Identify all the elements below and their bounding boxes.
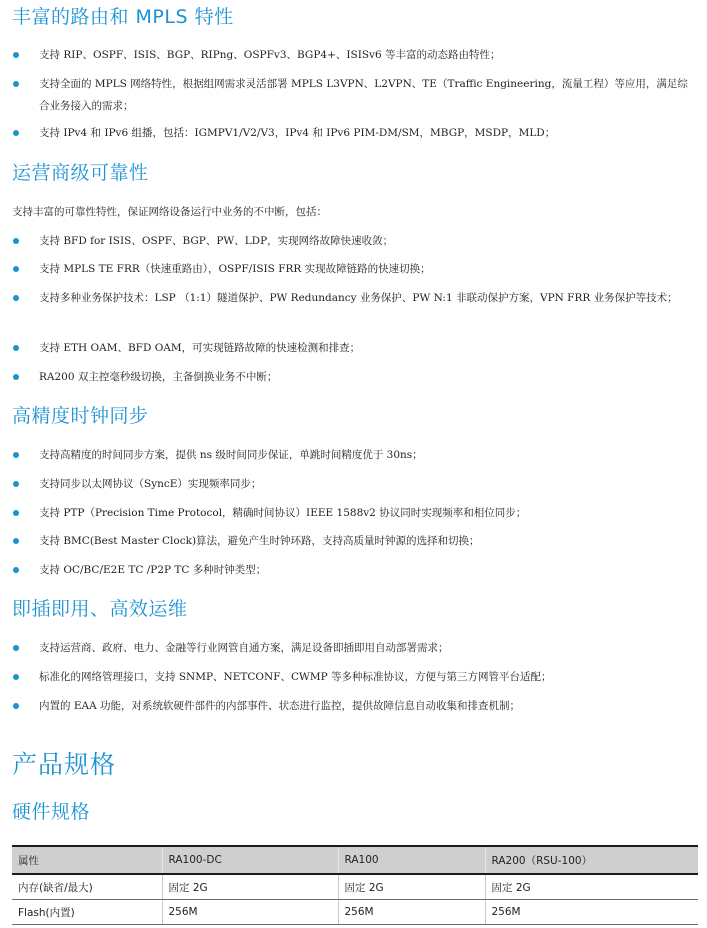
- column-header: RA100: [338, 846, 485, 874]
- section-title-routing: 丰富的路由和 MPLS 特性: [12, 6, 234, 28]
- hardware-spec-table: [12, 845, 698, 925]
- bullet-icon: [13, 645, 19, 651]
- column-header: RA200（RSU-100）: [485, 846, 698, 874]
- table-cell: 固定 2G: [162, 874, 338, 900]
- list-item: 支持全面的 MPLS 网络特性，根据组网需求灵活部署 MPLS L3VPN、L2VPN、TE（Traffic Engineering，流量工程）等应用，满足综合业务接入的需求；: [13, 73, 697, 117]
- table-cell: 256M: [485, 900, 698, 925]
- bullet-icon: [13, 703, 19, 709]
- list-item: 内置的 EAA 功能，对系统软硬件部件的内部事件、状态进行监控，提供故障信息自动收集和排查机制；: [13, 695, 697, 717]
- table-cell: 256M: [162, 900, 338, 925]
- bullet-icon: [13, 81, 19, 87]
- bullet-icon: [13, 345, 19, 351]
- bullet-icon: [13, 481, 19, 487]
- list-item: 支持同步以太网协议（SyncE）实现频率同步；: [13, 473, 697, 495]
- bullet-icon: [13, 374, 19, 380]
- section-title-plug-and-play: 即插即用、高效运维: [12, 598, 188, 620]
- list-item: 标准化的网络管理接口，支持 SNMP、NETCONF、CWMP 等多种标准协议，方便与第三方网管平台适配；: [13, 666, 697, 688]
- list-item: 支持 PTP（Precision Time Protocol，精确时间协议）IEEE 1588v2 协议同时实现频率和相位同步；: [13, 502, 697, 524]
- list-item: 支持 MPLS TE FRR（快速重路由），OSPF/ISIS FRR 实现故障链路的快速切换；: [13, 258, 697, 280]
- bullet-icon: [13, 130, 19, 136]
- table-cell: 固定 2G: [485, 874, 698, 900]
- table-row: [12, 874, 698, 900]
- section-intro: 支持丰富的可靠性特性，保证网络设备运行中业务的不中断，包括：: [12, 206, 327, 218]
- list-item: 支持多种业务保护技术：LSP （1:1）隧道保护、PW Redundancy 业务保护、PW N:1 非联动保护方案，VPN FRR 业务保护等技术；: [13, 287, 697, 309]
- list-item: RA200 双主控毫秒级切换，主备倒换业务不中断；: [13, 366, 697, 388]
- list-item: 支持运营商、政府、电力、金融等行业网管自通方案，满足设备即插即用自动部署需求；: [13, 637, 697, 659]
- bullet-icon: [13, 567, 19, 573]
- list-item: 支持 OC/BC/E2E TC /P2P TC 多种时钟类型；: [13, 559, 697, 581]
- bullet-icon: [13, 52, 19, 58]
- bullet-icon: [13, 295, 19, 301]
- bullet-icon: [13, 266, 19, 272]
- table-cell: 256M: [338, 900, 485, 925]
- list-item: 支持高精度的时间同步方案，提供 ns 级时间同步保证，单跳时间精度优于 30ns；: [13, 444, 697, 466]
- table-cell: Flash(内置): [12, 900, 162, 925]
- bullet-icon: [13, 538, 19, 544]
- bullet-icon: [13, 674, 19, 680]
- column-header: 属性: [12, 846, 162, 874]
- list-item: 支持 ETH OAM、BFD OAM，可实现链路故障的快速检测和排查；: [13, 337, 697, 359]
- table-row: [12, 900, 698, 925]
- table-cell: 固定 2G: [338, 874, 485, 900]
- bullet-icon: [13, 510, 19, 516]
- bullet-icon: [13, 452, 19, 458]
- page-title-product-spec: 产品规格: [12, 750, 117, 779]
- section-title-reliability: 运营商级可靠性: [12, 162, 149, 184]
- list-item: 支持 BMC(Best Master Clock)算法，避免产生时钟环路，支持高质量时钟源的选择和切换；: [13, 530, 697, 552]
- column-header: RA100-DC: [162, 846, 338, 874]
- table-header-row: [12, 846, 698, 874]
- table-cell: 内存(缺省/最大): [12, 874, 162, 900]
- list-item: 支持 RIP、OSPF、ISIS、BGP、RIPng、OSPFv3、BGP4+、ISISv6 等丰富的动态路由特性；: [13, 44, 697, 66]
- bullet-icon: [13, 238, 19, 244]
- section-title-clock: 高精度时钟同步: [12, 405, 149, 427]
- list-item: 支持 IPv4 和 IPv6 组播，包括：IGMPV1/V2/V3，IPv4 和 IPv6 PIM-DM/SM，MBGP，MSDP，MLD；: [13, 122, 697, 144]
- section-title-hardware-spec: 硬件规格: [12, 801, 91, 823]
- list-item: 支持 BFD for ISIS、OSPF、BGP、PW、LDP，实现网络故障快速收敛；: [13, 230, 697, 252]
